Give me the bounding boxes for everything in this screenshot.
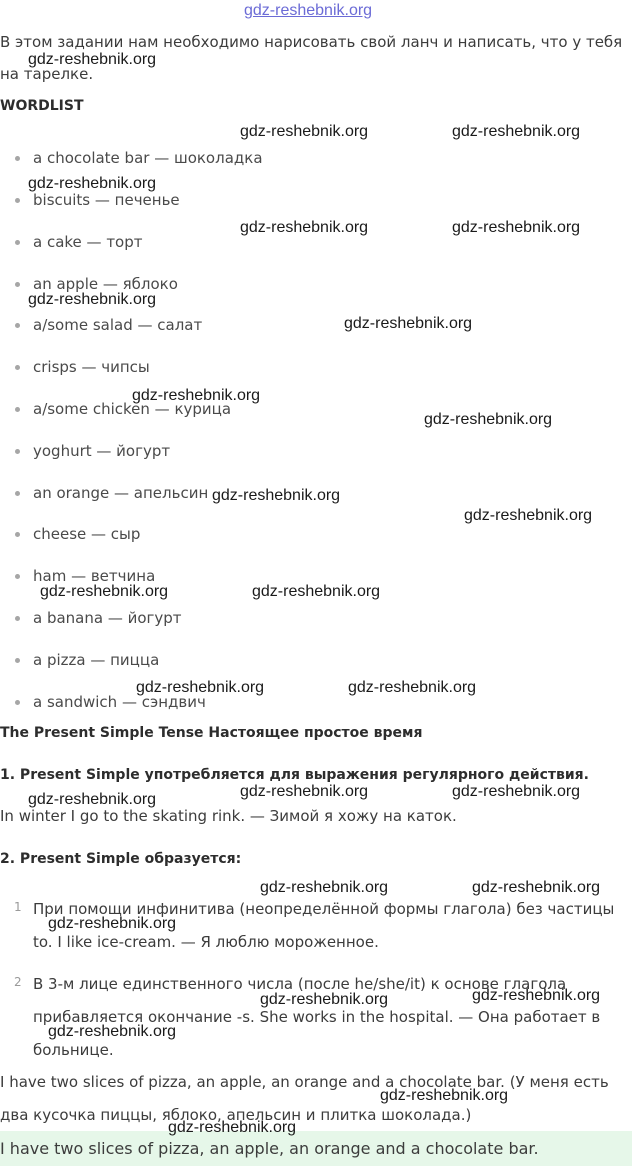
final-answer-text: I have two slices of pizza, an apple, an orange and a chocolate bar. bbox=[0, 1139, 539, 1158]
watermark: gdz-reshebnik.org bbox=[240, 219, 369, 236]
list-item: a/some chicken — курица bbox=[0, 399, 632, 421]
intro-text-line-1: В этом задании нам необходимо нарисовать свой ланч и написать, что у тебя bbox=[0, 33, 623, 51]
answer-text-line-1: I have two slices of pizza, an apple, an orange and a chocolate bar. (У меня есть bbox=[0, 1073, 609, 1091]
list-item: biscuits — печенье bbox=[0, 190, 632, 212]
watermark: gdz-reshebnik.org bbox=[28, 291, 157, 308]
list-item: an apple — яблоко bbox=[0, 274, 632, 296]
watermark: gdz-reshebnik.org bbox=[40, 583, 169, 600]
watermark: gdz-reshebnik.org bbox=[260, 991, 389, 1008]
watermark: gdz-reshebnik.org bbox=[240, 123, 369, 140]
bullet-icon bbox=[15, 156, 20, 161]
watermark: gdz-reshebnik.org bbox=[28, 791, 157, 808]
watermark: gdz-reshebnik.org bbox=[252, 583, 381, 600]
list-item: yoghurt — йогурт bbox=[0, 441, 632, 463]
rule-2: 2. Present Simple образуется: bbox=[0, 851, 242, 867]
rule-1: 1. Present Simple употребляется для выражения регулярного действия. bbox=[0, 767, 589, 783]
bullet-icon bbox=[15, 365, 20, 370]
list-item: a cake — торт bbox=[0, 232, 632, 254]
bullet-icon bbox=[15, 658, 20, 663]
bullet-icon bbox=[15, 323, 20, 328]
watermark: gdz-reshebnik.org bbox=[212, 487, 341, 504]
list-number: 1 bbox=[14, 900, 22, 914]
wordlist-heading: WORDLIST bbox=[0, 98, 84, 114]
watermark: gdz-reshebnik.org bbox=[348, 679, 477, 696]
watermark: gdz-reshebnik.org bbox=[472, 987, 601, 1004]
list-item: crisps — чипсы bbox=[0, 357, 632, 379]
watermark: gdz-reshebnik.org bbox=[344, 315, 473, 332]
grammar-heading: The Present Simple Tense Настоящее простое время bbox=[0, 725, 423, 741]
watermark: gdz-reshebnik.org bbox=[240, 783, 369, 800]
watermark: gdz-reshebnik.org bbox=[452, 123, 581, 140]
bullet-icon bbox=[15, 491, 20, 496]
bullet-icon bbox=[15, 700, 20, 705]
bullet-icon bbox=[15, 282, 20, 287]
watermark: gdz-reshebnik.org bbox=[472, 879, 601, 896]
list-item: a sandwich — сэндвич bbox=[0, 692, 632, 714]
bullet-icon bbox=[15, 574, 20, 579]
watermark: gdz-reshebnik.org bbox=[380, 1087, 509, 1104]
watermark: gdz-reshebnik.org bbox=[168, 1119, 297, 1136]
bullet-icon bbox=[15, 449, 20, 454]
list-item: cheese — сыр bbox=[0, 524, 632, 546]
watermark: gdz-reshebnik.org bbox=[28, 175, 157, 192]
watermark: gdz-reshebnik.org bbox=[424, 411, 553, 428]
list-item: a/some salad — салат bbox=[0, 315, 632, 337]
bullet-icon bbox=[15, 198, 20, 203]
bullet-icon bbox=[15, 240, 20, 245]
watermark: gdz-reshebnik.org bbox=[48, 1023, 177, 1040]
final-answer-box bbox=[0, 1131, 632, 1166]
intro-text-line-2: на тарелке. bbox=[0, 65, 94, 83]
answer-text-line-2: два кусочка пиццы, яблоко, апельсин и плитка шоколада.) bbox=[0, 1106, 472, 1124]
watermark: gdz-reshebnik.org bbox=[452, 783, 581, 800]
list-item: a pizza — пицца bbox=[0, 650, 632, 672]
list-item: a banana — йогурт bbox=[0, 608, 632, 630]
site-link[interactable]: gdz-reshebnik.org bbox=[244, 2, 373, 19]
watermark: gdz-reshebnik.org bbox=[136, 679, 265, 696]
list-item: ham — ветчина bbox=[0, 566, 632, 588]
watermark: gdz-reshebnik.org bbox=[48, 915, 177, 932]
watermark: gdz-reshebnik.org bbox=[452, 219, 581, 236]
watermark: gdz-reshebnik.org bbox=[260, 879, 389, 896]
watermark: gdz-reshebnik.org bbox=[132, 387, 261, 404]
bullet-icon bbox=[15, 616, 20, 621]
list-item: a chocolate bar — шоколадка bbox=[0, 148, 632, 170]
rule-1-example: In winter I go to the skating rink. — Зимой я хожу на каток. bbox=[0, 807, 457, 825]
list-number: 2 bbox=[14, 975, 22, 989]
list-item: an orange — апельсин bbox=[0, 483, 632, 505]
watermark: gdz-reshebnik.org bbox=[28, 51, 157, 68]
watermark: gdz-reshebnik.org bbox=[464, 507, 593, 524]
bullet-icon bbox=[15, 407, 20, 412]
bullet-icon bbox=[15, 532, 20, 537]
